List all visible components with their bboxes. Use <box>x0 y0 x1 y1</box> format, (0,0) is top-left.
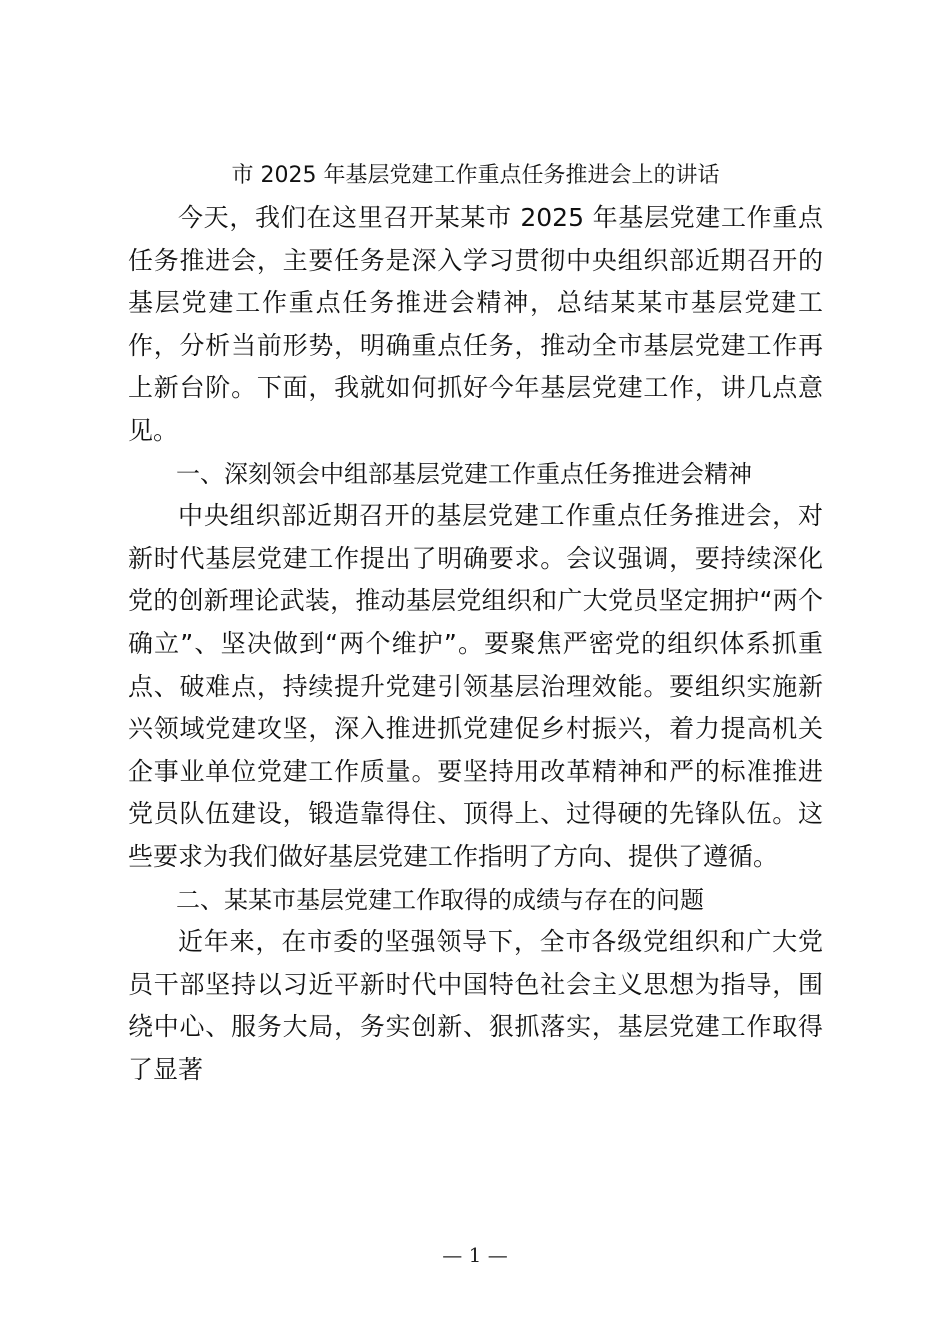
document-title: 市 2025 年基层党建工作重点任务推进会上的讲话 <box>231 163 720 188</box>
section-heading-1: 一、深刻领会中组部基层党建工作重点任务推进会精神 <box>176 459 752 488</box>
section-2-paragraph: 近年来，在市委的坚强领导下，全市各级党组织和广大党员干部坚持以习近平新时代中国特色社会主义思想为指导，围绕中心、服务大局，务实创新、狠抓落实，基层党建工作取得了显著 <box>128 927 823 1084</box>
section-1-paragraph: 中央组织部近期召开的基层党建工作重点任务推进会，对新时代基层党建工作提出了明确要求。会议强调，要持续深化党的创新理论武装，推动基层党组织和广大党员坚定拥护“两个确立”、坚决做到“两个维护”。要聚焦严密党的组织体系抓重点、破难点，持续提升党建引领基层治理效能。要组织实施新兴领域党建攻坚，深入推进抓党建促乡村振兴，着力提高机关企事业单位党建工作质量。要坚持用改革精神和严的标准推进党员队伍建设，锻造靠得住、顶得上、过得硬的先锋队伍。这些要求为我们做好基层党建工作指明了方向、提供了遵循。 <box>128 501 823 871</box>
document-body <box>128 155 823 1091</box>
section-heading-2: 二、某某市基层党建工作取得的成绩与存在的问题 <box>176 885 704 914</box>
intro-paragraph: 今天，我们在这里召开某某市 2025 年基层党建工作重点任务推进会，主要任务是深入学习贯彻中央组织部近期召开的基层党建工作重点任务推进会精神，总结某某市基层党建工作，分析当前形势，明确重点任务，推动全市基层党建工作再上新台阶。下面，我就如何抓好今年基层党建工作，讲几点意见。 <box>128 203 823 445</box>
page-number: — 1 — <box>442 1243 508 1267</box>
